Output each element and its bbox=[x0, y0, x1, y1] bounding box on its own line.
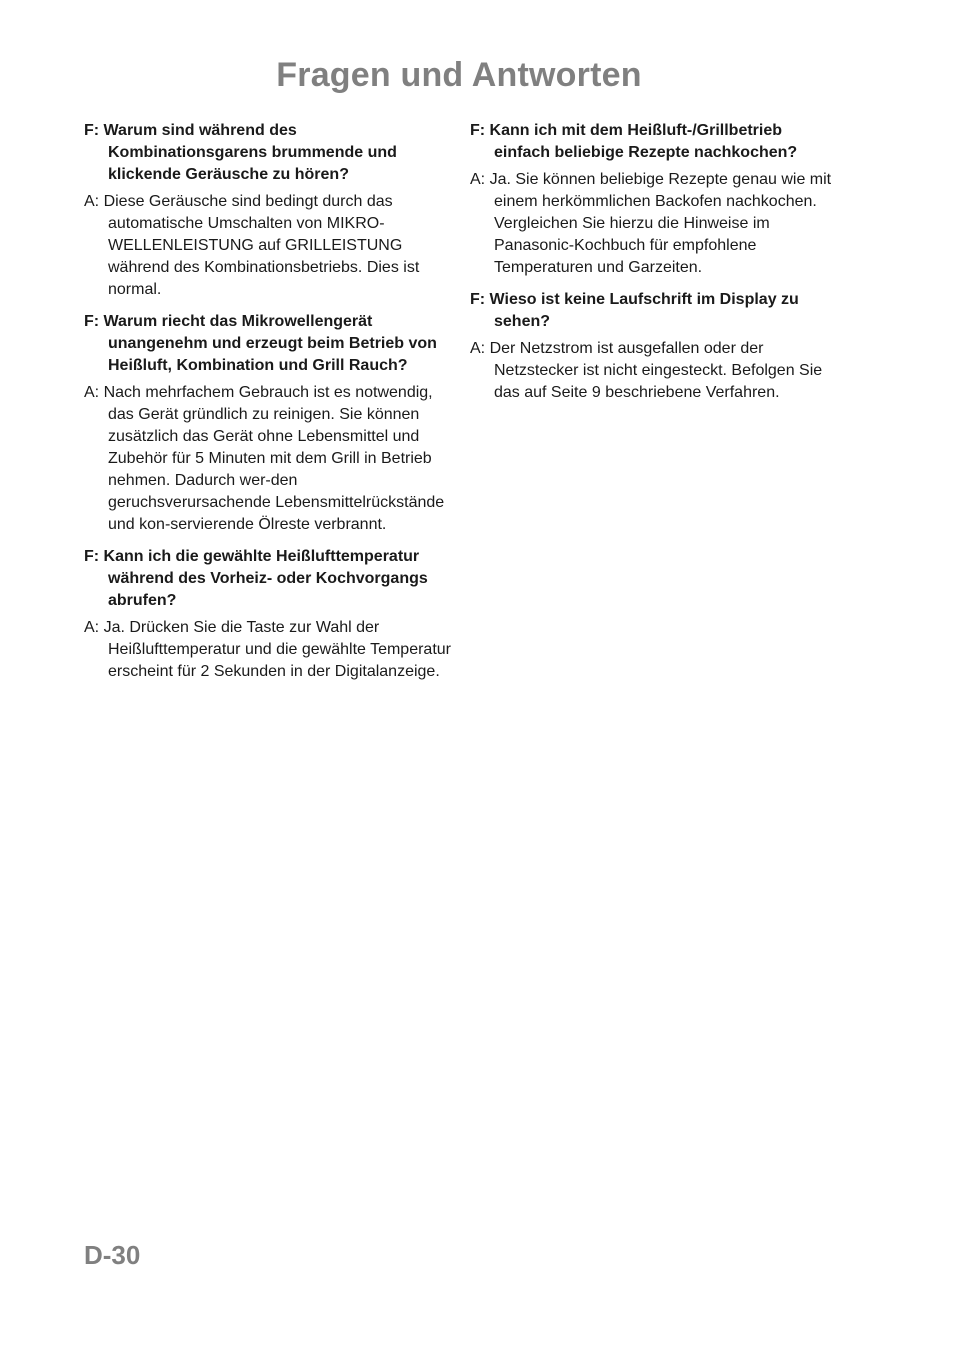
faq-item bbox=[470, 289, 840, 404]
faq-item bbox=[84, 311, 452, 536]
faq-question: F: Wieso ist keine Laufschrift im Display zu sehen? bbox=[470, 291, 799, 330]
faq-question: F: Warum sind während des Kombinationsgarens brummende und klickende Geräusche zu hören? bbox=[84, 122, 397, 183]
faq-answer: A: Ja. Drücken Sie die Taste zur Wahl der Heißlufttemperatur und die gewählte Temperatur erscheint für 2 Sekunden in der Digitalanzeige. bbox=[84, 619, 451, 680]
faq-answer: A: Diese Geräusche sind bedingt durch das automatische Umschalten von MIKRO-WELLENLEISTUNG auf GRILLEISTUNG während des Kombinationsbetriebs. Dies ist normal. bbox=[84, 193, 420, 298]
faq-item bbox=[84, 546, 452, 683]
faq-item bbox=[470, 120, 840, 279]
faq-item bbox=[84, 120, 452, 301]
page-title: Fragen und Antworten bbox=[276, 56, 642, 94]
right-column bbox=[470, 120, 840, 414]
faq-question: F: Warum riecht das Mikrowellengerät unangenehm und erzeugt beim Betrieb von Heißluft, Kombination und Grill Rauch? bbox=[84, 313, 437, 374]
page-number: D-30 bbox=[84, 1240, 141, 1270]
left-column bbox=[84, 120, 452, 693]
faq-question: F: Kann ich die gewählte Heißlufttemperatur während des Vorheiz- oder Kochvorgangs abrufen? bbox=[84, 548, 428, 609]
faq-answer: A: Der Netzstrom ist ausgefallen oder der Netzstecker ist nicht eingesteckt. Befolgen Sie das auf Seite 9 beschriebene Verfahren. bbox=[470, 340, 823, 401]
faq-question: F: Kann ich mit dem Heißluft-/Grillbetrieb einfach beliebige Rezepte nachkochen? bbox=[470, 122, 798, 161]
faq-answer: A: Nach mehrfachem Gebrauch ist es notwendig, das Gerät gründlich zu reinigen. Sie können zusätzlich das Gerät ohne Lebensmittel und Zubehör für 5 Minuten mit dem Grill in Betrieb nehmen. Dadurch wer-den geruchsverursachende Lebensmittelrückstände und kon-servierende Ölreste verbrannt. bbox=[84, 384, 445, 533]
faq-answer: A: Ja. Sie können beliebige Rezepte genau wie mit einem herkömmlichen Backofen nachkochen. Vergleichen Sie hierzu die Hinweise im Panasonic-Kochbuch für empfohlene Temperaturen und Garzeiten. bbox=[470, 171, 832, 276]
